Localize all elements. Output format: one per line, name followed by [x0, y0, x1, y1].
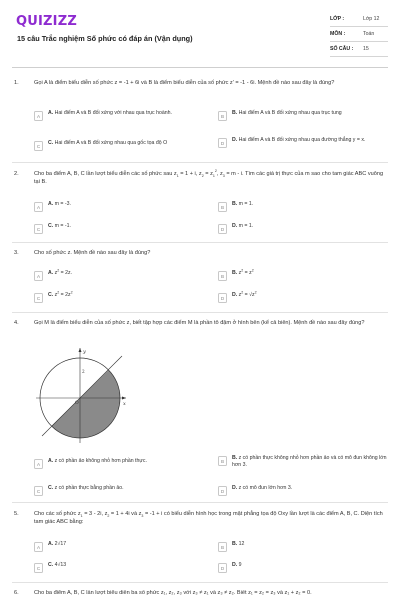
- question-number: 6.: [14, 590, 19, 596]
- meta-divider: [330, 26, 388, 27]
- question-divider: [12, 502, 388, 503]
- complex-plane-figure: [32, 345, 128, 445]
- meta-divider: [330, 41, 388, 42]
- option-letter: C: [34, 486, 43, 496]
- option-text: 12: [238, 541, 245, 547]
- option-text: m = -3.: [54, 201, 71, 207]
- option-letter: D: [218, 293, 227, 303]
- option-letter: A: [34, 542, 43, 552]
- option-letter: C: [34, 563, 43, 573]
- option-letter: C: [34, 224, 43, 234]
- tick-label: 2: [82, 369, 85, 374]
- option-letter: A: [34, 202, 43, 212]
- option-letter: D: [218, 486, 227, 496]
- question-text: Cho số phức z. Mệnh đề nào sau đây là đúng?: [34, 250, 151, 256]
- option-letter: B: [218, 111, 227, 121]
- option-letter: B: [218, 202, 227, 212]
- meta-grade-value: Lớp 12: [363, 16, 380, 22]
- option-text: Hai điểm A và B đối xứng nhau qua trục tung: [238, 110, 342, 116]
- question-number: 1.: [14, 80, 19, 86]
- question-number: 5.: [14, 511, 19, 517]
- option-text: 9: [238, 562, 242, 568]
- option-text: 2√17: [54, 541, 67, 547]
- x-axis-label: x: [123, 401, 126, 407]
- meta-subject-value: Toán: [363, 31, 375, 37]
- worksheet-page: QUIZIZZ 15 câu Trắc nghiệm Số phức có đáp án (Vận dụng) LỚP : Lớp 12 MÔN : Toán SỐ CÂU : 15 1. Gọi A là điểm biểu diễn số phức z = -1 + 6i và B là điểm biểu diễn của số phức z' = -1 - 6i. Mệnh đề nào sau đây là đúng? A A. Hai điểm A và B đối xứng với nhau qua trục hoành. B B. Hai điểm A và B đối xứng nhau qua trục tung C C. Hai điểm A và B đối xứng nhau qua gốc tọa độ O D D. Hai điểm A và B đối xứng nhau qua đường thẳng y = x. 2. Cho ba điểm A, B, C lần lượt biểu diễn các số phức sau $z_1 = 1 + i$, $z_2 = z_1^2$, $z_3 = m - i$. Tìm các giá trị thực của m sao cho tam giác ABC vuông tại B. A A. m = -3. B B. m = 1. C C. m = -1. D D. m = 1. 3. Cho số phức z. Mệnh đề nào sau đây là đúng? A A. $z^2 = 2z$. B B. $z^2 = z^2$ C C. $z^2 = 2z^2$ D D. $z^2 = √z^2$ 4. Gọi M là điểm biểu diễn của số phức z, biết tập hợp các điểm M là phần tô đậm ở hình bên (kể cả biên). Mệnh đề nào sau đây đúng? x y O 2 A A. z có phần ảo không nhỏ hơn phần thực. B B. z có phần thực không nhỏ hơn phần ảo và có mô đun không lớn hơn 3. C C. z có phần thực bằng phần ảo. D D. z có mô đun lớn hơn 3. 5. Cho các số phức $z_1 = 3 - 2i$, $z_2 = 1 + 4i$ và $z_3 = -1 + i$ có biểu diễn hình học trong mặt phẳng tọa độ Oxy lần lượt là các điểm A, B, C. Diện tích tam giác ABC bằng: A A. 2√17 B B. 12 C C. 4√13 D D. 9 6. Cho ba điểm A, B, C lần lượt biểu diễn ba số phức z₁, z₂, z₃ với z₃ ≠ z₁ và z₃ ≠ z₂. Biết z₁ = z₂ = z₃ và z₁ + z₂ = 0.: [0, 0, 400, 600]
- option-text: m = 1.: [238, 223, 254, 229]
- meta-subject-label: MÔN :: [330, 31, 346, 37]
- option-letter: C: [34, 141, 43, 151]
- option-text: m = 1.: [238, 201, 254, 207]
- question-number: 2.: [14, 171, 19, 177]
- question-text: Cho các số phức $z_1 = 3 - 2i$, $z_2 = 1 + 4i$ và $z_3 = -1 + i$ có biểu diễn hình học trong mặt phẳng tọa độ Oxy lần lượt là các điểm A, B, C. Diện tích tam giác ABC bằng:: [34, 511, 383, 525]
- option-letter: B: [218, 456, 227, 466]
- y-axis-label: y: [83, 349, 86, 355]
- option-letter: C: [34, 293, 43, 303]
- origin-label: O: [75, 401, 79, 406]
- option-letter: B: [218, 271, 227, 281]
- meta-count-value: 15: [363, 46, 369, 52]
- question-text: Gọi M là điểm biểu diễn của số phức z, biết tập hợp các điểm M là phần tô đậm ở hình bên (kể cả biên). Mệnh đề nào sau đây đúng?: [34, 320, 365, 326]
- option-text: z có phần thực không nhỏ hơn phần ảo và có mô đun không lớn hơn 3.: [232, 455, 387, 469]
- page-title: 15 câu Trắc nghiệm Số phức có đáp án (Vận dụng): [17, 34, 193, 43]
- option-text: z có mô đun lớn hơn 3.: [238, 485, 293, 491]
- meta-grade-label: LỚP :: [330, 16, 345, 22]
- question-divider: [12, 162, 388, 163]
- option-text: 4√13: [54, 562, 67, 568]
- question-text: Cho ba điểm A, B, C lần lượt biểu diễn các số phức sau $z_1 = 1 + i$, $z_2 = z_1^2$, $z_3 = m - i$. Tìm các giá trị thực của m sao cho tam giác ABC vuông tại B.: [34, 169, 384, 185]
- quizizz-logo[interactable]: QUIZIZZ: [16, 14, 77, 29]
- meta-divider: [330, 56, 388, 57]
- question-divider: [12, 312, 388, 313]
- y-axis-arrow-icon: [79, 348, 82, 352]
- option-letter: D: [218, 224, 227, 234]
- option-text: m = -1.: [54, 223, 71, 229]
- meta-count-label: SỐ CÂU :: [330, 46, 354, 52]
- option-text: z có phần thực bằng phần ảo.: [54, 485, 124, 491]
- question-number: 4.: [14, 320, 19, 326]
- option-letter: A: [34, 459, 43, 469]
- question-text: Gọi A là điểm biểu diễn số phức z = -1 + 6i và B là điểm biểu diễn của số phức z' = -1 - 6i. Mệnh đề nào sau đây là đúng?: [34, 80, 335, 86]
- question-divider: [12, 582, 388, 583]
- worksheet-header: [0, 0, 400, 68]
- option-letter: A: [34, 111, 43, 121]
- option-text: Hai điểm A và B đối xứng nhau qua gốc tọa độ O: [54, 140, 168, 146]
- option-letter: B: [218, 542, 227, 552]
- question-text: Cho ba điểm A, B, C lần lượt biểu diễn ba số phức z₁, z₂, z₃ với z₃ ≠ z₁ và z₃ ≠ z₂. Biết z₁ = z₂ = z₃ và z₁ + z₂ = 0.: [34, 590, 312, 596]
- question-number: 3.: [14, 250, 19, 256]
- option-letter: D: [218, 138, 227, 148]
- x-axis-arrow-icon: [122, 397, 126, 400]
- option-text: Hai điểm A và B đối xứng với nhau qua trục hoành.: [54, 110, 172, 116]
- question-divider: [12, 242, 388, 243]
- option-letter: D: [218, 563, 227, 573]
- header-divider: [12, 67, 388, 68]
- option-letter: A: [34, 271, 43, 281]
- option-text: Hai điểm A và B đối xứng nhau qua đường thẳng y = x.: [238, 137, 366, 143]
- option-text: z có phần ảo không nhỏ hơn phần thực.: [54, 458, 147, 464]
